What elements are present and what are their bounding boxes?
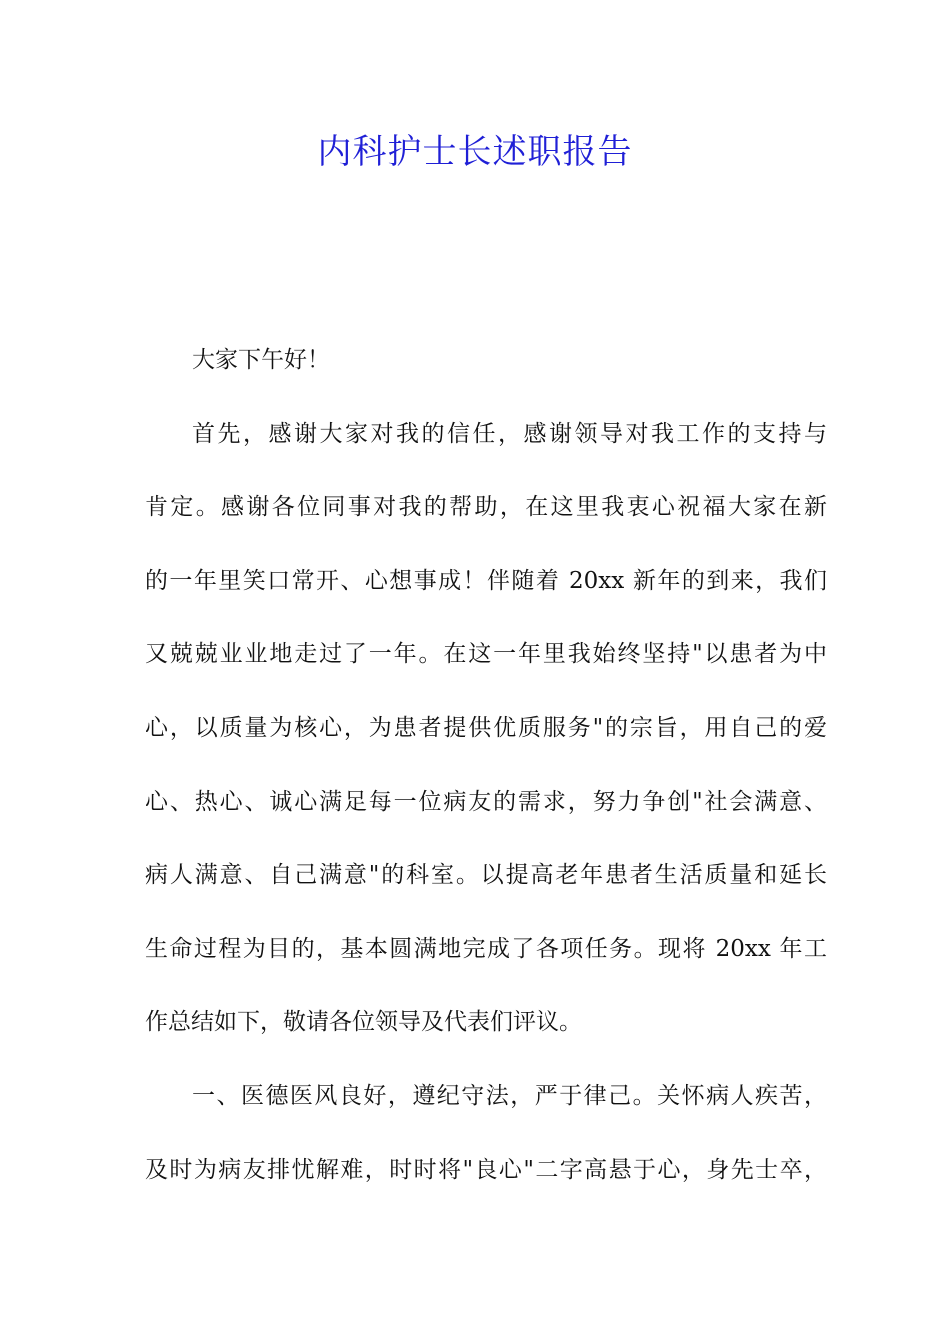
document-body [145,340,827,1223]
document-title: 内科护士长述职报告 [317,132,633,172]
paragraph-line: 心、热心、诚心满足每一位病友的需求，努力争创"社会满意、 [145,788,827,815]
paragraph-line: 首先，感谢大家对我的信任，感谢领导对我工作的支持与 [192,420,827,447]
paragraph-line: 及时为病友排忧解难，时时将"良心"二字高悬于心，身先士卒， [145,1156,827,1183]
paragraph-line: 一、医德医风良好，遵纪守法，严于律己。关怀病人疾苦， [192,1082,827,1109]
paragraph-line: 生命过程为目的，基本圆满地完成了各项任务。现将 20xx 年工 [145,935,827,962]
paragraph-line: 心，以质量为核心，为患者提供优质服务"的宗旨，用自己的爱 [145,714,827,741]
paragraph-line: 作总结如下，敬请各位领导及代表们评议。 [145,1009,582,1036]
paragraph-line: 病人满意、自己满意"的科室。以提高老年患者生活质量和延长 [145,862,827,889]
greeting-line: 大家下午好！ [192,347,330,373]
paragraph-line: 的一年里笑口常开、心想事成！伴随着 20xx 新年的到来，我们 [145,567,827,594]
paragraph-line: 又兢兢业业地走过了一年。在这一年里我始终坚持"以患者为中 [145,641,827,668]
paragraph-line: 肯定。感谢各位同事对我的帮助，在这里我衷心祝福大家在新 [145,494,827,521]
